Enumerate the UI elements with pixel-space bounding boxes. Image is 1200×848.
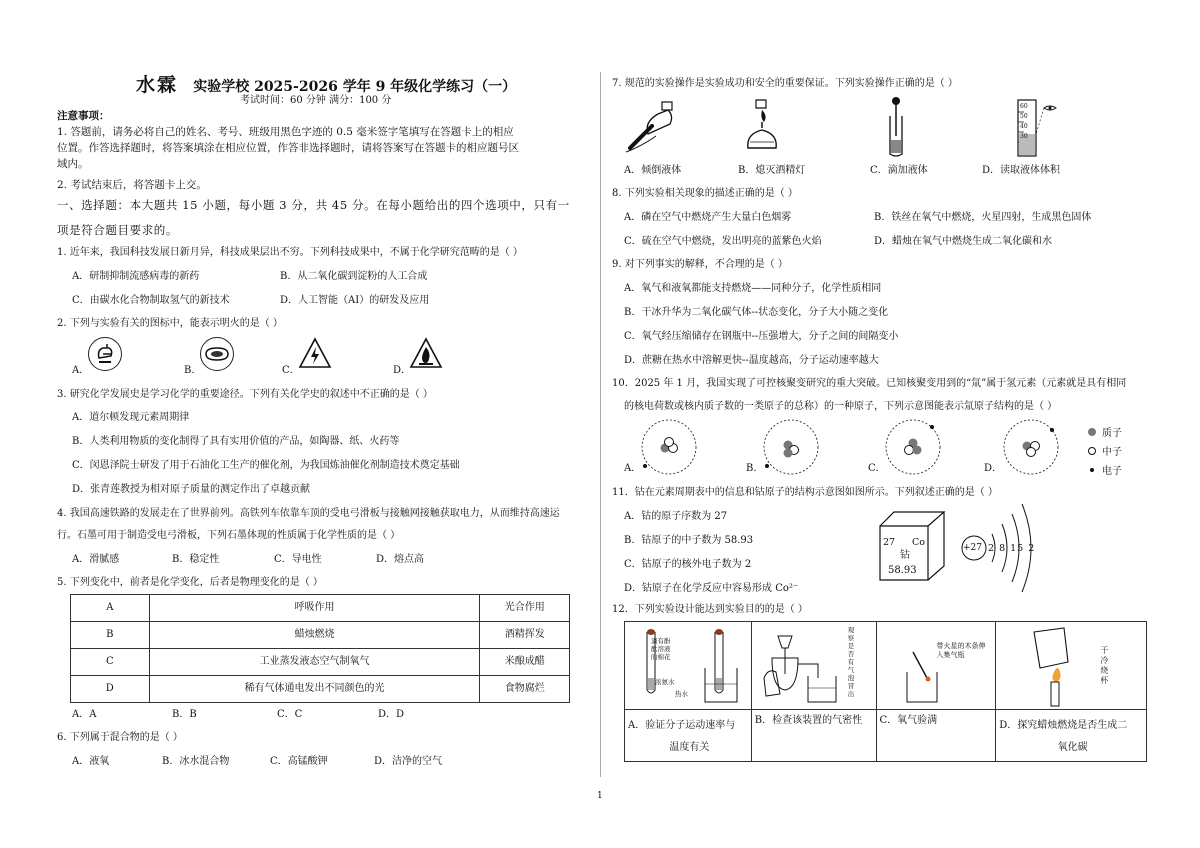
cylinder-scale: 60 50 40 30 bbox=[1020, 103, 1028, 140]
q1-option-b[interactable]: B．从二氧化碳到淀粉的人工合成 bbox=[280, 271, 428, 282]
table-cell: 米酿成醋 bbox=[480, 649, 570, 676]
question-10-stem-line1: 10．2025 年 1 月，我国实现了可控核聚变研究的重大突破。已知核聚变用到的“氚”属于氢元素（元素就是具有相同 bbox=[612, 378, 1127, 389]
table-cell: C bbox=[71, 649, 150, 676]
q6-option-b[interactable]: B．冰水混合物 bbox=[162, 756, 230, 767]
question-4-stem-line1: 4. 我国高速铁路的发展走在了世界前列。高铁列车依靠车顶的受电弓滑板与接触网接触获取电力，从而维持高速运 bbox=[57, 508, 560, 519]
table-cell: 呼吸作用 bbox=[149, 595, 480, 622]
table-row bbox=[71, 622, 570, 649]
atom-diagram-d bbox=[1000, 418, 1062, 476]
q10-label-c[interactable]: C． bbox=[868, 463, 886, 474]
legend-electron: 电子 bbox=[1088, 462, 1122, 481]
question-6-stem: 6. 下列属于混合物的是（ ） bbox=[57, 732, 183, 743]
q2-label-b[interactable]: B． bbox=[184, 365, 202, 376]
q4-option-a[interactable]: A．滑腻感 bbox=[72, 554, 120, 565]
figure-a-label-ammonia: 浓氨水 bbox=[655, 678, 675, 686]
question-1-stem: 1. 近年来，我国科技发展日新月异，科技成果层出不穷。下列科技成果中，不属于化学研究范畴的是（ ） bbox=[57, 247, 523, 258]
q4-option-c[interactable]: C．导电性 bbox=[274, 554, 322, 565]
atom-diagram-a bbox=[638, 418, 700, 476]
figure-d-label: 干冷烧杯 bbox=[1100, 646, 1109, 685]
figure-b-label: 观察是否有气泡冒出 bbox=[847, 626, 855, 698]
notice-item-2: 2. 考试结束后，将答题卡上交。 bbox=[57, 179, 207, 191]
table-cell: 工业蒸发液态空气制氧气 bbox=[149, 649, 480, 676]
q1-option-d[interactable]: D．人工智能（AI）的研发及应用 bbox=[280, 295, 430, 306]
exam-info: 考试时间：60 分钟 满分：100 分 bbox=[240, 95, 392, 106]
atom-legend bbox=[1088, 424, 1122, 481]
q12-option-b[interactable]: B．检查该装置的气密性 bbox=[751, 710, 876, 762]
q12-figure-b[interactable] bbox=[751, 622, 876, 710]
q1-option-c[interactable]: C．由碳水化合物制取氢气的新技术 bbox=[72, 295, 230, 306]
q10-label-b[interactable]: B． bbox=[746, 463, 764, 474]
goggles-icon bbox=[200, 337, 234, 371]
q3-option-d[interactable]: D．张青莲教授为相对原子质量的测定作出了卓越贡献 bbox=[72, 484, 311, 495]
q5-table bbox=[70, 594, 570, 703]
q4-option-b[interactable]: B．稳定性 bbox=[172, 554, 220, 565]
q7-option-d[interactable]: D．读取液体体积 bbox=[982, 165, 1061, 176]
q12-figure-d[interactable] bbox=[996, 622, 1147, 710]
table-cell: 食物腐烂 bbox=[480, 676, 570, 703]
q2-label-c[interactable]: C． bbox=[282, 365, 300, 376]
q5-option-b[interactable]: B．B bbox=[172, 709, 197, 720]
question-9-stem: 9. 对下列事实的解释，不合理的是（ ） bbox=[612, 259, 788, 270]
hand-wash-icon bbox=[88, 337, 122, 371]
question-11-stem: 11．钴在元素周期表中的信息和钴原子的结构示意图如图所示。下列叙述正确的是（ ） bbox=[612, 487, 998, 498]
q10-label-d[interactable]: D． bbox=[984, 463, 1003, 474]
legend-proton: 质子 bbox=[1088, 424, 1122, 443]
q12-figure-a[interactable] bbox=[625, 622, 752, 710]
q11-option-d[interactable]: D．钴原子在化学反应中容易形成 Co²⁻ bbox=[624, 583, 799, 594]
alcohol-lamp-figure bbox=[742, 96, 792, 158]
question-12-stem: 12．下列实验设计能达到实验目的的是（ ） bbox=[612, 604, 808, 615]
q9-option-b[interactable]: B．干冰升华为二氧化碳气体--状态变化，分子大小随之变化 bbox=[624, 307, 889, 318]
q2-label-d[interactable]: D． bbox=[393, 365, 412, 376]
q3-option-b[interactable]: B．人类利用物质的变化制得了具有实用价值的产品，如陶器、纸、火药等 bbox=[72, 436, 400, 447]
q12-option-d[interactable]: D．探究蜡烛燃烧是否生成二 氧化碳 bbox=[996, 710, 1147, 762]
section-heading: 一、选择题：本大题共 15 小题，每小题 3 分，共 45 分。在每小题给出的四个选项中，只有一 项是符合题目要求的。 bbox=[57, 198, 570, 237]
figure-c-label: 带火星的木条伸入集气瓶 bbox=[936, 642, 986, 659]
q12-option-c[interactable]: C．氧气验满 bbox=[876, 710, 996, 762]
flame-hazard-icon bbox=[409, 337, 443, 371]
electric-hazard-icon bbox=[298, 337, 332, 371]
q7-option-a[interactable]: A．倾倒液体 bbox=[624, 165, 682, 176]
table-row bbox=[625, 622, 1147, 710]
q5-option-c[interactable]: C．C bbox=[277, 709, 303, 720]
q2-label-a[interactable]: A． bbox=[72, 365, 90, 376]
q6-option-a[interactable]: A．液氧 bbox=[72, 756, 110, 767]
q9-option-d[interactable]: D．蔗糖在热水中溶解更快--温度越高，分子运动速率越大 bbox=[624, 355, 879, 366]
page-number: 1 bbox=[597, 791, 603, 801]
shell-electrons: 2 8 15 2 bbox=[988, 543, 1036, 554]
nucleus-charge: +27 bbox=[963, 543, 982, 553]
question-2-stem: 2. 下列与实验有关的图标中，能表示明火的是（ ） bbox=[57, 318, 283, 329]
q1-option-a[interactable]: A．研制抑制流感病毒的新药 bbox=[72, 271, 200, 282]
q8-option-b[interactable]: B．铁丝在氧气中燃烧，火星四射，生成黑色固体 bbox=[874, 212, 1092, 223]
q5-option-a[interactable]: A．A bbox=[72, 709, 97, 720]
dropper-figure bbox=[886, 96, 906, 158]
graduated-cylinder-figure bbox=[1008, 98, 1060, 160]
element-name: 钴 bbox=[900, 550, 910, 561]
atom-diagram-c bbox=[882, 418, 944, 476]
q12-table bbox=[624, 621, 1147, 762]
q9-option-c[interactable]: C．氧气经压缩储存在钢瓶中--压强增大，分子之间的间隔变小 bbox=[624, 331, 899, 342]
table-cell: 稀有气体通电发出不同颜色的光 bbox=[149, 676, 480, 703]
pour-liquid-figure bbox=[622, 96, 682, 158]
question-5-stem: 5. 下列变化中，前者是化学变化，后者是物理变化的是（ ） bbox=[57, 577, 323, 588]
table-row bbox=[625, 710, 1147, 762]
question-8-stem: 8. 下列实验相关现象的描述正确的是（ ） bbox=[612, 188, 798, 199]
q11-option-c[interactable]: C．钴原子的核外电子数为 2 bbox=[624, 559, 752, 570]
q11-option-a[interactable]: A．钴的原子序数为 27 bbox=[624, 511, 728, 522]
q8-option-c[interactable]: C．硫在空气中燃烧，发出明亮的蓝紫色火焰 bbox=[624, 236, 822, 247]
q5-option-d[interactable]: D．D bbox=[378, 709, 405, 720]
q3-option-c[interactable]: C．闵恩泽院士研发了用于石油化工生产的催化剂，为我国炼油催化剂制造技术奠定基础 bbox=[72, 460, 460, 471]
left-column bbox=[52, 0, 594, 848]
figure-a-label-hot-water: 热水 bbox=[675, 690, 688, 698]
q6-option-c[interactable]: C．高锰酸钾 bbox=[270, 756, 328, 767]
ammonia-tubes-figure bbox=[633, 628, 743, 706]
question-3-stem: 3. 研究化学发展史是学习化学的重要途径。下列有关化学史的叙述中不正确的是（ ） bbox=[57, 389, 433, 400]
q6-option-d[interactable]: D．洁净的空气 bbox=[374, 756, 443, 767]
table-cell: 蜡烛燃烧 bbox=[149, 622, 480, 649]
question-4-stem-line2: 行。石墨可用于制造受电弓滑板，下列石墨体现的性质属于化学性质的是（ ） bbox=[57, 530, 401, 541]
notice-heading: 注意事项： bbox=[57, 110, 110, 122]
table-cell: 酒精挥发 bbox=[480, 622, 570, 649]
q9-option-a[interactable]: A．氧气和液氧都能支持燃烧——同种分子，化学性质相同 bbox=[624, 283, 882, 294]
q12-option-a[interactable]: A．验证分子运动速率与 温度有关 bbox=[625, 710, 752, 762]
question-10-stem-line2: 的核电荷数或核内质子数的一类原子的总称）的一种原子，下列示意图能表示氚原子结构的是（ ） bbox=[624, 401, 1058, 412]
page-title: 实验学校 2025-2026 学年 9 年级化学练习（一） bbox=[193, 79, 517, 95]
element-mass: 58.93 bbox=[888, 565, 917, 576]
table-row bbox=[71, 649, 570, 676]
q7-option-c[interactable]: C．滴加液体 bbox=[870, 165, 928, 176]
legend-neutron: 中子 bbox=[1088, 443, 1122, 462]
right-column bbox=[612, 0, 1152, 848]
q10-label-a[interactable]: A． bbox=[624, 463, 642, 474]
q8-option-d[interactable]: D．蜡烛在氧气中燃烧生成二氧化碳和水 bbox=[874, 236, 1053, 247]
q3-option-a[interactable]: A．道尔顿发现元素周期律 bbox=[72, 412, 190, 423]
notice-item-1: 1. 答题前，请务必将自己的姓名、考号、班级用黑色字迹的 0.5 毫米签字笔填写在答题卡上的相应 位置。作答选择题时，将答案填涂在相应位置，作答非选择题时，请将答案写在答题卡的相应题号区 域内。 bbox=[57, 126, 519, 170]
element-symbol: Co bbox=[912, 537, 925, 548]
question-7-stem: 7. 规范的实验操作是实验成功和安全的重要保证。下列实验操作正确的是（ ） bbox=[612, 78, 958, 89]
q7-option-b[interactable]: B．熄灭酒精灯 bbox=[738, 165, 806, 176]
element-number: 27 bbox=[883, 537, 896, 548]
candle-beaker-figure bbox=[1028, 626, 1088, 708]
table-cell: B bbox=[71, 622, 150, 649]
q8-option-a[interactable]: A．磷在空气中燃烧产生大量白色烟雾 bbox=[624, 212, 792, 223]
table-cell: 光合作用 bbox=[480, 595, 570, 622]
figure-a-label-top: 滴有酚 酞溶液 的棉花 bbox=[651, 637, 671, 661]
table-row bbox=[71, 595, 570, 622]
table-cell: A bbox=[71, 595, 150, 622]
q12-figure-c[interactable] bbox=[876, 622, 996, 710]
airtightness-figure bbox=[762, 628, 842, 706]
table-row bbox=[71, 676, 570, 703]
q11-option-b[interactable]: B．钴原子的中子数为 58.93 bbox=[624, 535, 754, 546]
atom-diagram-b bbox=[760, 418, 822, 476]
table-cell: D bbox=[71, 676, 150, 703]
q4-option-d[interactable]: D．熔点高 bbox=[376, 554, 425, 565]
school-brand: 水霖 bbox=[136, 74, 179, 96]
column-divider bbox=[600, 72, 601, 777]
